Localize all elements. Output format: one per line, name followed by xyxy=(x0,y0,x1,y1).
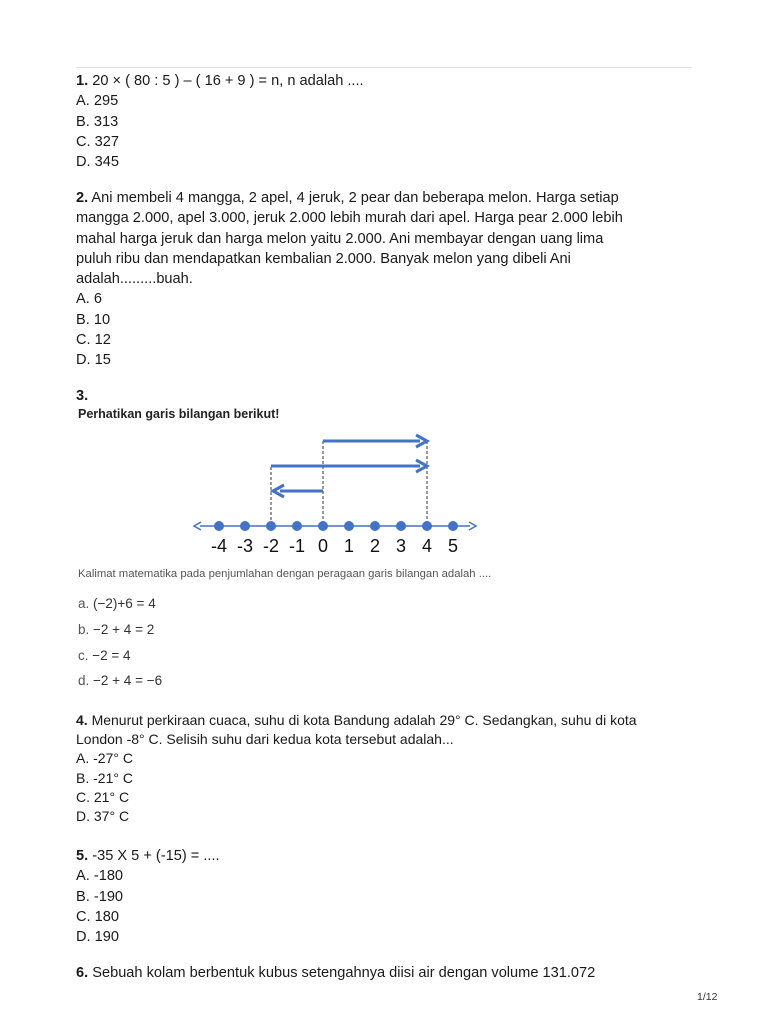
question-5 xyxy=(76,846,676,947)
number-line-point xyxy=(292,521,302,531)
option-c: C. 327 xyxy=(76,133,119,150)
option-c: C. 180 xyxy=(76,908,119,925)
option-c: C. 21° C xyxy=(76,788,130,805)
number-line-label: 3 xyxy=(395,536,407,556)
option-b: B. -190 xyxy=(76,888,124,905)
number-line-point xyxy=(266,521,276,531)
number-line-label: 2 xyxy=(369,536,381,556)
page-number: 1/12 xyxy=(697,991,718,1003)
option-a: A. -180 xyxy=(76,868,124,885)
question-text: 20 × ( 80 : 5 ) – ( 16 + 9 ) = n, n adalah .... xyxy=(88,73,364,89)
number-line-label: -3 xyxy=(236,536,254,556)
question-number: 6. xyxy=(76,965,89,981)
question-number: 3. xyxy=(76,388,89,404)
option-a: A. 295 xyxy=(76,93,119,110)
number-line-label: 0 xyxy=(317,536,329,556)
option-d: d. −2 + 4 = −6 xyxy=(78,673,163,688)
question-number: 2. xyxy=(76,190,89,206)
question-number: 4. xyxy=(76,712,88,728)
question-text: Sebuah kolam berbentuk kubus setengahnya diisi air dengan volume 131.072 xyxy=(88,965,596,981)
number-line-label: -2 xyxy=(262,536,280,556)
question-text-line: adalah.........buah. xyxy=(76,271,193,288)
option-c: C. 12 xyxy=(76,332,111,349)
question-4 xyxy=(76,711,676,826)
number-line-label: -1 xyxy=(288,536,306,556)
number-line-point xyxy=(422,521,432,531)
option-a: a. (−2)+6 = 4 xyxy=(78,596,156,611)
question-text-line: puluh ribu dan mendapatkan kembalian 2.000. Banyak melon yang dibeli Ani xyxy=(76,250,571,267)
option-d: D. 15 xyxy=(76,352,111,369)
question-text-line: mangga 2.000, apel 3.000, jeruk 2.000 lebih murah dari apel. Harga pear 2.000 lebih xyxy=(76,210,623,227)
number-line-point xyxy=(448,521,458,531)
option-c: c. −2 = 4 xyxy=(78,648,131,663)
number-line-label: 1 xyxy=(343,536,355,556)
option-b: B. 10 xyxy=(76,311,111,328)
question-number: 5. xyxy=(76,848,89,864)
option-a: A. -27° C xyxy=(76,750,133,767)
number-line-point xyxy=(318,521,328,531)
image-title: Perhatikan garis bilangan berikut! xyxy=(78,407,280,421)
figure-caption: Kalimat matematika pada penjumlahan dengan peragaan garis bilangan adalah .... xyxy=(78,568,492,580)
question-6 xyxy=(76,963,676,983)
option-b: b. −2 + 4 = 2 xyxy=(78,622,155,637)
number-line-label: 5 xyxy=(447,536,459,556)
option-d: D. 190 xyxy=(76,929,119,946)
number-line-label: -4 xyxy=(210,536,228,556)
question-text: -35 X 5 + (-15) = .... xyxy=(88,848,220,864)
question-number: 1. xyxy=(76,73,89,89)
number-line-point xyxy=(240,521,250,531)
question-text-line: London -8° C. Selisih suhu dari kedua kota tersebut adalah... xyxy=(76,731,454,748)
question-text-line: Menurut perkiraan cuaca, suhu di kota Bandung adalah 29° C. Sedangkan, suhu di kota xyxy=(87,712,637,728)
option-a: A. 6 xyxy=(76,291,102,308)
option-b: B. -21° C xyxy=(76,769,133,786)
option-d: D. 345 xyxy=(76,154,119,171)
option-d: D. 37° C xyxy=(76,808,130,825)
number-line-point xyxy=(344,521,354,531)
question-text-line: mahal harga jeruk dan harga melon yaitu 2.000. Ani membayar dengan uang lima xyxy=(76,230,604,247)
option-b: B. 313 xyxy=(76,113,119,130)
question-text-line: Ani membeli 4 mangga, 2 apel, 4 jeruk, 2 pear dan beberapa melon. Harga setiap xyxy=(88,190,619,206)
number-line-point xyxy=(370,521,380,531)
number-line-label: 4 xyxy=(421,536,433,556)
number-line-point xyxy=(214,521,224,531)
number-line-point xyxy=(396,521,406,531)
